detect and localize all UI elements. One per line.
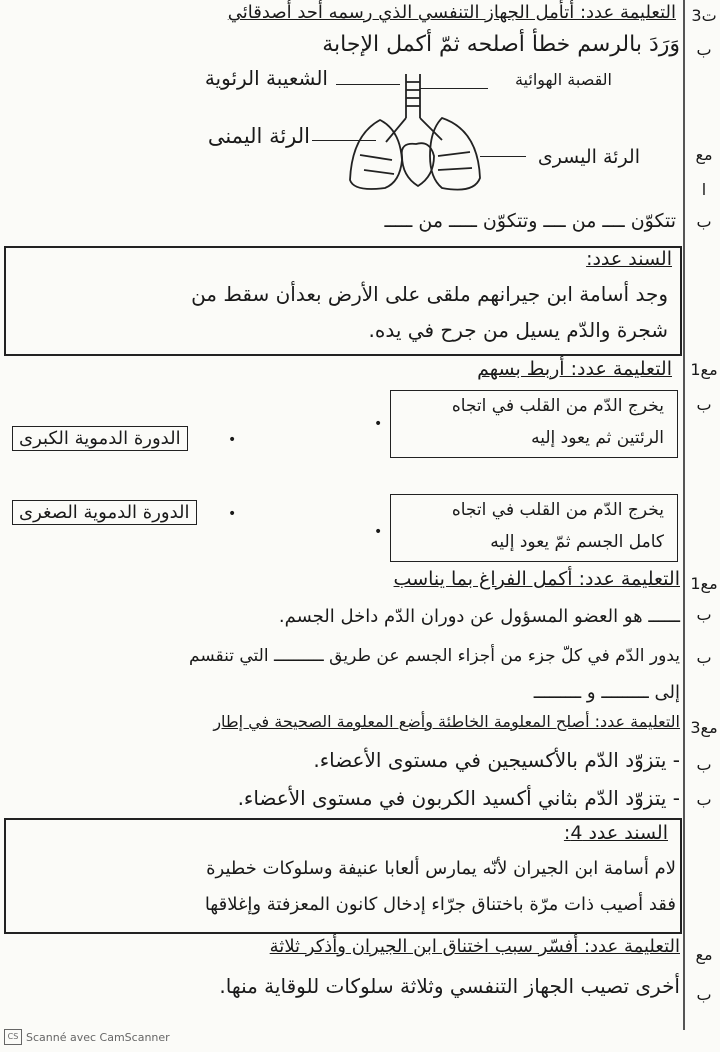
task2-header: التعليمة عدد: أربط بسهم [477, 358, 672, 380]
margin-mark: ت3 [691, 6, 717, 25]
scanner-watermark [4, 1029, 170, 1045]
choice-box-1-line1: يخرج الدّم من القلب في اتجاه [451, 396, 664, 416]
task1-subtitle: وَرَدَ بالرسم خطأ أصلحه ثمّ أكمل الإجابة [322, 32, 680, 57]
margin-mark: ب [696, 212, 712, 231]
task4-line1: - يتزوّد الدّم بالأكسيجين في مستوى الأعضاء. [313, 748, 680, 772]
margin-mark: مع1 [690, 360, 718, 379]
situation1-line1: وجد أسامة ابن جيرانهم ملقى على الأرض بعدأن سقط من [191, 282, 668, 306]
margin-mark: مع [695, 945, 713, 964]
link-dot[interactable]: • [228, 432, 237, 448]
task1-header: التعليمة عدد: أتأمل الجهاز التنفسي الذي رسمه أحد أصدقائي [227, 2, 676, 23]
pointer-line [480, 156, 526, 157]
pointer-line [420, 88, 488, 89]
respiratory-diagram [330, 60, 530, 210]
margin-mark: ا [701, 180, 707, 199]
link-dot[interactable]: • [374, 524, 383, 540]
pointer-line [312, 140, 376, 141]
trachea-shape [406, 74, 420, 118]
task5-line2: أخرى تصيب الجهاز التنفسي وثلاثة سلوكات للوقاية منها. [219, 974, 680, 998]
task3-line3: إلى ـــــــــ و ـــــــــ [533, 682, 680, 703]
situation2-title: السند عدد 4: [563, 822, 668, 844]
link-dot[interactable]: • [374, 416, 383, 432]
margin-mark: ب [696, 605, 712, 624]
situation1-line2: شجرة والدّم يسيل من جرح في يده. [368, 318, 668, 342]
task4-line2: - يتزوّد الدّم بثاني أكسيد الكربون في مستوى الأعضاء. [237, 786, 680, 810]
task3-header: التعليمة عدد: أكمل الفراغ بما يناسب [393, 568, 680, 590]
label-trachea: القصبة الهوائية [514, 70, 612, 89]
label-right-lung: الرئة اليمنى [207, 124, 310, 148]
camscanner-icon: CS [4, 1029, 22, 1045]
margin-mark: ب [696, 648, 712, 667]
choice-box-2-line1: يخرج الدّم من القلب في اتجاه [451, 500, 664, 520]
situation2-line2: فقد أصيب ذات مرّة باختناق جرّاء إدخال كانون المعزفتة وإغلاقها [204, 894, 676, 915]
margin-mark: ب [696, 40, 712, 59]
situation2-line1: لام أسامة ابن الجيران لأنّه يمارس ألعابا عنيفة وسلوكات خطيرة [206, 858, 676, 879]
margin-mark: مع [695, 145, 713, 164]
label-minor-circulation: الدورة الدموية الصغرى [12, 500, 197, 525]
task3-line2: يدور الدّم في كلّ جزء من أجزاء الجسم عن طريق ــــــــــ التي تنقسم [189, 646, 680, 666]
heart-shape [402, 143, 434, 186]
label-bronchiole: الشعيبة الرئوية [204, 66, 328, 90]
link-dot[interactable]: • [228, 506, 237, 522]
label-major-circulation: الدورة الدموية الكبرى [12, 426, 188, 451]
margin-mark: مع1 [690, 574, 718, 593]
label-left-lung: الرئة اليسرى [537, 146, 640, 168]
task4-header: التعليمة عدد: أصلح المعلومة الخاطئة وأضع المعلومة الصحيحة في إطار [213, 712, 680, 731]
margin-mark: ب [696, 755, 712, 774]
margin-mark: ب [696, 985, 712, 1004]
right-lung-shape [350, 120, 402, 189]
task3-line1: ــــــ هو العضو المسؤول عن دوران الدّم داخل الجسم. [278, 606, 680, 627]
choice-box-1-line2: الرئتين ثم يعود إليه [531, 428, 664, 448]
pointer-line [336, 84, 400, 85]
choice-box-2-line2: كامل الجسم ثمّ يعود إليه [490, 532, 664, 552]
margin-line [683, 0, 685, 1030]
task5-header: التعليمة عدد: أفسّر سبب اختناق ابن الجيران وأذكر ثلاثة [269, 936, 680, 957]
situation1-title: السند عدد: [586, 248, 672, 270]
margin-mark: ب [696, 790, 712, 809]
margin-mark: ب [696, 395, 712, 414]
margin-mark: مع3 [690, 718, 718, 737]
task1-fill-line: تتكوّن ــــ من ــــ وتتكوّن ـــــ من ـــــ [384, 210, 676, 232]
scanner-text: Scanné avec CamScanner [26, 1030, 170, 1044]
